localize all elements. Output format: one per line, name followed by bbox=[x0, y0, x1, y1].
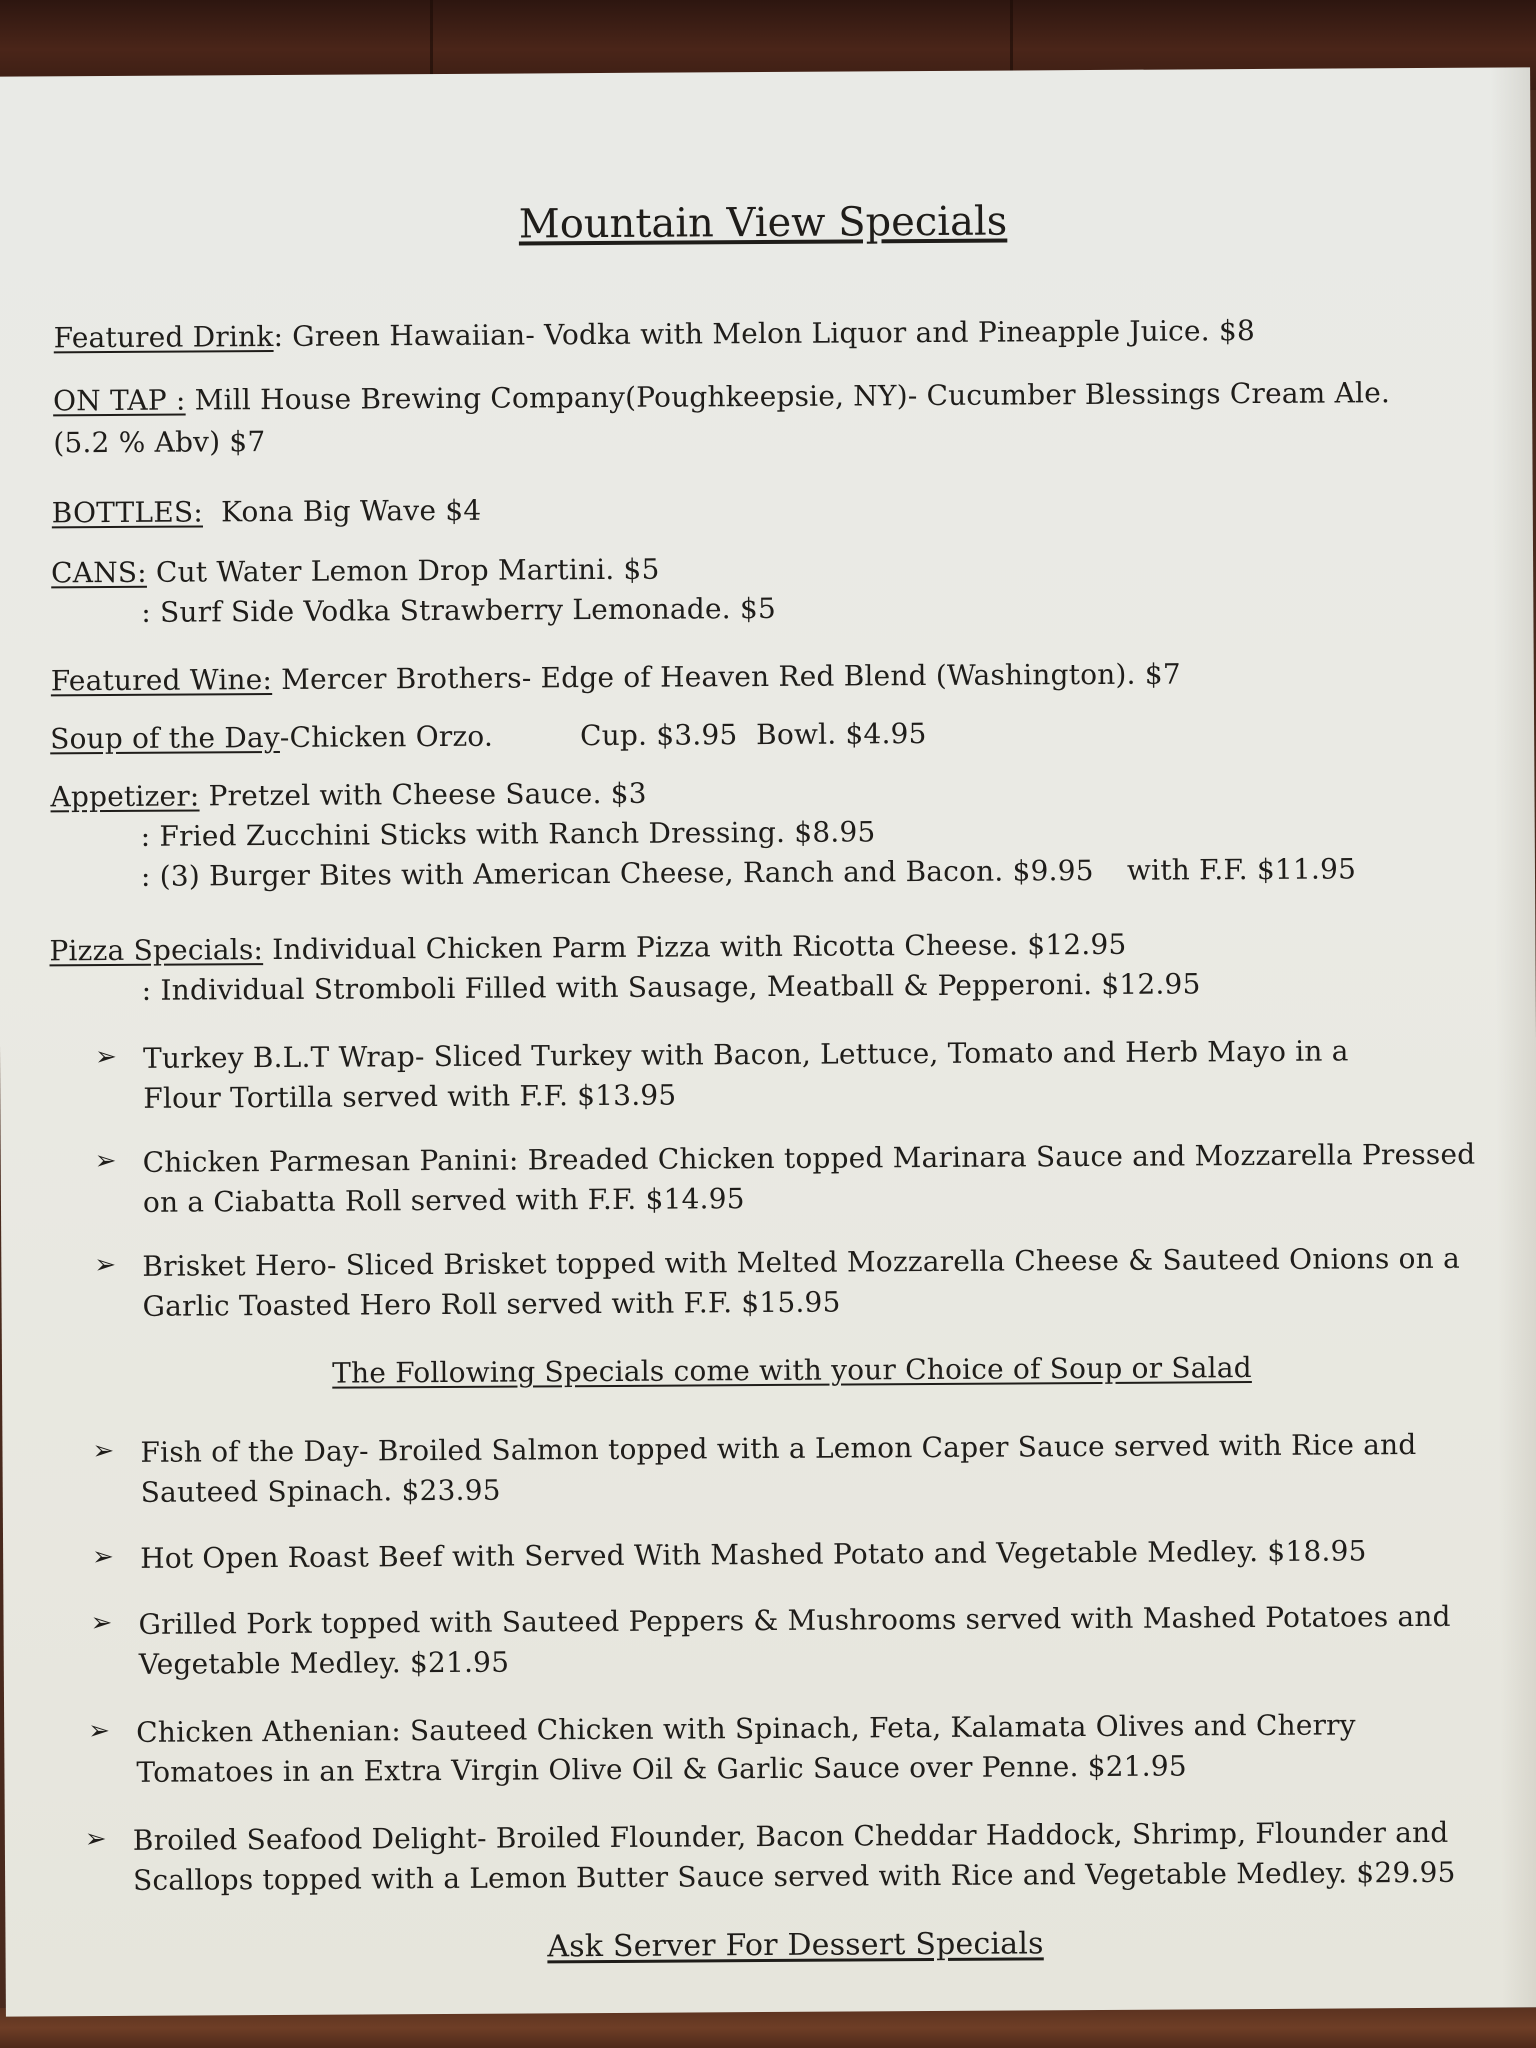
arrow-bullet-icon: ➢ bbox=[92, 1436, 115, 1467]
appetizer-label: Appetizer: bbox=[50, 779, 200, 814]
cans-label: CANS: bbox=[51, 555, 147, 590]
arrow-bullet-icon: ➢ bbox=[90, 1608, 113, 1639]
list-item-line-2: Vegetable Medley. $21.95 bbox=[138, 1645, 510, 1681]
list-item-line-2: Scallops topped with a Lemon Butter Sauce served with Rice and Vegetable Medley. $29.95 bbox=[133, 1855, 1456, 1897]
on-tap-label: ON TAP : bbox=[52, 383, 186, 418]
arrow-bullet-icon: ➢ bbox=[84, 1824, 107, 1855]
soup-salad-heading bbox=[2, 1349, 1536, 1392]
list-item bbox=[84, 1815, 1449, 1857]
appetizer-line-3: : (3) Burger Bites with American Cheese, Ranch and Bacon. $9.95 bbox=[140, 854, 1094, 893]
featured-drink-text: : Green Hawaiian- Vodka with Melon Liquor and Pineapple Juice. $8 bbox=[273, 314, 1256, 354]
featured-drink-line bbox=[54, 314, 1255, 354]
list-item-line-2: Flour Tortilla served with F.F. $13.95 bbox=[143, 1078, 677, 1115]
bottles-label: BOTTLES: bbox=[51, 495, 204, 530]
soup-cup-price: Cup. $3.95 bbox=[580, 718, 738, 753]
cans-text-1: Cut Water Lemon Drop Martini. $5 bbox=[146, 552, 660, 589]
featured-wine-line bbox=[51, 657, 1181, 697]
soup-salad-heading-text: The Following Specials come with your Choice of Soup or Salad bbox=[332, 1351, 1252, 1390]
soup-text: -Chicken Orzo. bbox=[279, 719, 494, 754]
list-item-line: Fish of the Day- Broiled Salmon topped with a Lemon Caper Sauce served with Rice and bbox=[140, 1428, 1417, 1469]
dessert-note-text: Ask Server For Dessert Specials bbox=[547, 1926, 1044, 1965]
list-item-line: Broiled Seafood Delight- Broiled Flounder, Bacon Cheddar Haddock, Shrimp, Flounder and bbox=[132, 1815, 1449, 1857]
soup-line bbox=[50, 720, 493, 756]
list-item-line: Grilled Pork topped with Sauteed Peppers & Mushrooms served with Mashed Potatoes and bbox=[138, 1599, 1451, 1641]
arrow-bullet-icon: ➢ bbox=[92, 1542, 115, 1573]
arrow-bullet-icon: ➢ bbox=[94, 1041, 118, 1073]
pizza-label: Pizza Specials: bbox=[49, 933, 264, 968]
appetizer-line bbox=[50, 777, 646, 814]
list-item-line: Turkey B.L.T Wrap- Sliced Turkey with Bacon, Lettuce, Tomato and Herb Mayo in a bbox=[142, 1034, 1349, 1075]
list-item-line-2: Sauteed Spinach. $23.95 bbox=[140, 1473, 501, 1509]
dessert-note bbox=[5, 1923, 1536, 1968]
menu-paper bbox=[0, 67, 1536, 2016]
featured-wine-text: Mercer Brothers- Edge of Heaven Red Blend (Washington). $7 bbox=[271, 657, 1181, 697]
list-item bbox=[92, 1428, 1417, 1469]
arrow-bullet-icon: ➢ bbox=[94, 1145, 117, 1177]
featured-drink-label: Featured Drink bbox=[53, 320, 274, 355]
menu-title bbox=[0, 195, 1531, 250]
soup-bowl-price: Bowl. $4.95 bbox=[756, 717, 927, 752]
appetizer-text-1: Pretzel with Cheese Sauce. $3 bbox=[199, 776, 647, 813]
bottles-line bbox=[52, 494, 482, 530]
list-item-line: Hot Open Roast Beef with Served With Mashed Potato and Vegetable Medley. $18.95 bbox=[140, 1534, 1367, 1575]
featured-wine-label: Featured Wine: bbox=[50, 663, 273, 698]
list-item-line-2: Tomatoes in an Extra Virgin Olive Oil & Garlic Sauce over Penne. $21.95 bbox=[136, 1749, 1187, 1789]
pizza-text-1: Individual Chicken Parm Pizza with Ricotta Cheese. $12.95 bbox=[262, 927, 1127, 967]
on-tap-line bbox=[53, 376, 1390, 417]
pizza-line bbox=[49, 928, 1126, 968]
list-item-line-2: on a Ciabatta Roll served with F.F. $14.95 bbox=[142, 1182, 745, 1219]
on-tap-text: Mill House Brewing Company(Poughkeepsie, NY)- Cucumber Blessings Cream Ale. bbox=[185, 376, 1391, 417]
list-item-line: Brisket Hero- Sliced Brisket topped with Melted Mozzarella Cheese & Sauteed Onions on a bbox=[142, 1241, 1461, 1283]
list-item bbox=[88, 1708, 1356, 1749]
list-item bbox=[92, 1534, 1367, 1575]
list-item bbox=[94, 1137, 1476, 1179]
list-item bbox=[94, 1241, 1461, 1283]
appetizer-line-3-extra: with F.F. $11.95 bbox=[1126, 852, 1357, 887]
list-item-line-2: Garlic Toasted Hero Roll served with F.F. $15.95 bbox=[142, 1285, 841, 1323]
menu-title-text: Mountain View Specials bbox=[518, 198, 1008, 248]
arrow-bullet-icon: ➢ bbox=[94, 1249, 117, 1281]
on-tap-line-2: (5.2 % Abv) $7 bbox=[53, 425, 266, 460]
appetizer-line-2: : Fried Zucchini Sticks with Ranch Dressing. $8.95 bbox=[140, 815, 876, 853]
arrow-bullet-icon: ➢ bbox=[88, 1716, 111, 1747]
pizza-line-2: : Individual Stromboli Filled with Sausage, Meatball & Pepperoni. $12.95 bbox=[141, 967, 1201, 1007]
cans-line bbox=[51, 553, 660, 590]
list-item bbox=[90, 1599, 1451, 1641]
list-item-line: Chicken Parmesan Panini: Breaded Chicken topped Marinara Sauce and Mozzarella Pressed bbox=[142, 1137, 1476, 1179]
list-item-line: Chicken Athenian: Sauteed Chicken with Spinach, Feta, Kalamata Olives and Cherry bbox=[136, 1708, 1356, 1749]
bottles-text: Kona Big Wave $4 bbox=[221, 493, 482, 529]
cans-line-2: : Surf Side Vodka Strawberry Lemonade. $5 bbox=[141, 591, 777, 629]
soup-label: Soup of the Day bbox=[50, 720, 280, 756]
list-item bbox=[94, 1034, 1349, 1075]
